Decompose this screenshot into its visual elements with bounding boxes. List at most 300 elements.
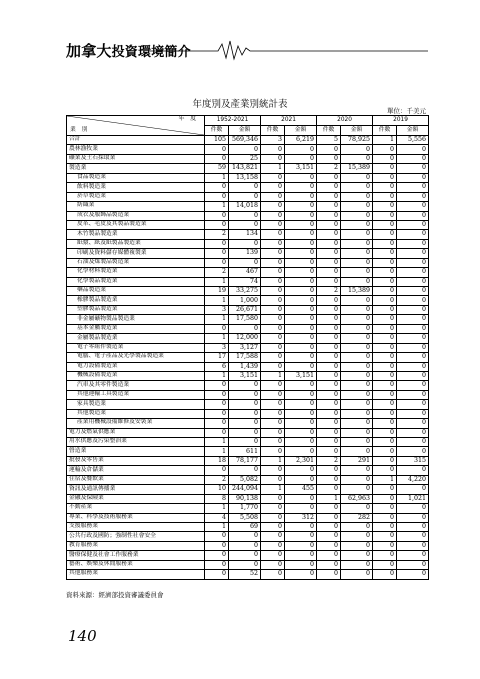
amount-header: 金額	[229, 126, 261, 136]
amount-cell: 0	[397, 343, 429, 352]
count-cell: 1	[205, 504, 229, 513]
amount-cell: 0	[285, 522, 317, 531]
count-cell: 0	[261, 362, 285, 371]
count-header: 件數	[317, 126, 341, 136]
count-cell: 1	[317, 494, 341, 503]
amount-cell: 0	[397, 353, 429, 362]
count-cell: 2	[205, 268, 229, 277]
table-row	[67, 164, 429, 173]
table-row	[67, 239, 429, 248]
amount-cell: 0	[397, 211, 429, 220]
industry-label: 醫療保健及社會工作服務業	[67, 551, 205, 560]
amount-cell: 3,151	[285, 164, 317, 173]
year-header: 2019	[373, 116, 429, 126]
count-cell: 0	[261, 570, 285, 579]
amount-cell: 0	[341, 419, 373, 428]
amount-cell: 455	[285, 485, 317, 494]
count-cell: 1	[205, 447, 229, 456]
amount-cell: 0	[341, 305, 373, 314]
amount-cell: 0	[285, 324, 317, 333]
count-cell: 0	[261, 239, 285, 248]
count-cell: 0	[261, 296, 285, 305]
industry-label: 化學材料製造業	[67, 268, 205, 277]
count-cell: 0	[205, 239, 229, 248]
amount-cell: 0	[341, 145, 373, 154]
industry-label: 機械設備製造業	[67, 371, 205, 380]
amount-cell: 0	[229, 400, 261, 409]
count-cell: 0	[373, 447, 397, 456]
amount-cell: 5,556	[397, 136, 429, 145]
count-cell: 2	[205, 230, 229, 239]
industry-label: 木竹製品製造業	[67, 230, 205, 239]
count-cell: 0	[317, 400, 341, 409]
amount-cell: 4,220	[397, 475, 429, 484]
amount-cell: 0	[285, 428, 317, 437]
count-cell: 0	[261, 428, 285, 437]
count-cell: 10	[205, 485, 229, 494]
table-row	[67, 220, 429, 229]
count-cell: 0	[317, 249, 341, 258]
count-cell: 17	[205, 353, 229, 362]
count-cell: 8	[205, 494, 229, 503]
count-cell: 0	[205, 183, 229, 192]
amount-cell: 0	[341, 475, 373, 484]
amount-cell: 0	[285, 277, 317, 286]
table-row	[67, 570, 429, 579]
industry-label: 教育服務業	[67, 541, 205, 550]
count-cell: 0	[261, 504, 285, 513]
amount-cell: 244,094	[229, 485, 261, 494]
count-cell: 0	[373, 239, 397, 248]
amount-cell: 0	[341, 532, 373, 541]
amount-header: 金額	[285, 126, 317, 136]
count-cell: 0	[317, 192, 341, 201]
count-cell: 0	[261, 541, 285, 550]
amount-cell: 0	[397, 154, 429, 163]
count-cell: 1	[261, 371, 285, 380]
amount-cell: 0	[341, 154, 373, 163]
industry-label: 電力及燃氣供應業	[67, 428, 205, 437]
count-cell: 0	[373, 268, 397, 277]
count-cell: 0	[317, 173, 341, 182]
count-cell: 0	[317, 324, 341, 333]
amount-cell: 0	[341, 438, 373, 447]
amount-cell: 0	[229, 466, 261, 475]
industry-label: 公共行政及國防；強制性社會安全	[67, 532, 205, 541]
amount-cell: 0	[285, 230, 317, 239]
page-number: 140	[68, 627, 97, 645]
industry-label: 運輸及倉儲業	[67, 466, 205, 475]
table-row	[67, 532, 429, 541]
industry-label: 藥品製造業	[67, 287, 205, 296]
count-cell: 0	[373, 277, 397, 286]
table-row	[67, 390, 429, 399]
table-row	[67, 145, 429, 154]
industry-label: 資訊及通訊傳播業	[67, 485, 205, 494]
amount-cell: 0	[397, 249, 429, 258]
count-cell: 0	[373, 173, 397, 182]
table-row	[67, 513, 429, 522]
amount-cell: 0	[285, 551, 317, 560]
count-cell: 0	[205, 466, 229, 475]
count-cell: 0	[373, 343, 397, 352]
count-cell: 0	[261, 390, 285, 399]
table-row	[67, 541, 429, 550]
count-cell: 2	[317, 287, 341, 296]
amount-cell: 0	[397, 504, 429, 513]
count-cell: 0	[205, 258, 229, 267]
count-cell: 0	[373, 353, 397, 362]
count-cell: 1	[205, 522, 229, 531]
amount-cell: 0	[285, 409, 317, 418]
amount-cell: 0	[285, 315, 317, 324]
amount-cell: 0	[229, 409, 261, 418]
count-cell: 0	[373, 324, 397, 333]
amount-cell: 1,021	[397, 494, 429, 503]
source-note: 資料來源：經濟部投資審議委員會	[66, 591, 164, 599]
amount-cell: 0	[285, 258, 317, 267]
table-row	[67, 173, 429, 182]
amount-cell: 2,301	[285, 456, 317, 465]
count-cell: 0	[261, 258, 285, 267]
count-cell: 0	[373, 145, 397, 154]
count-cell: 0	[205, 541, 229, 550]
count-cell: 0	[373, 570, 397, 579]
count-cell: 0	[373, 305, 397, 314]
amount-cell: 0	[285, 560, 317, 569]
amount-cell: 0	[397, 183, 429, 192]
amount-cell: 0	[341, 220, 373, 229]
count-cell: 0	[261, 277, 285, 286]
amount-cell: 0	[397, 287, 429, 296]
table-row	[67, 447, 429, 456]
count-cell: 0	[317, 504, 341, 513]
header-wave-line	[0, 38, 480, 62]
amount-cell: 13,158	[229, 173, 261, 182]
amount-cell: 0	[285, 268, 317, 277]
industry-label: 藝術、娛樂及休閒服務業	[67, 560, 205, 569]
amount-cell: 0	[397, 202, 429, 211]
count-cell: 3	[205, 305, 229, 314]
amount-cell: 291	[341, 456, 373, 465]
amount-cell: 0	[341, 296, 373, 305]
count-cell: 0	[317, 428, 341, 437]
year-header: 1952-2021	[205, 116, 261, 126]
count-cell: 0	[261, 268, 285, 277]
amount-cell: 0	[341, 315, 373, 324]
amount-cell: 0	[397, 390, 429, 399]
industry-label: 支援服務業	[67, 522, 205, 531]
amount-cell: 0	[341, 466, 373, 475]
amount-cell: 0	[341, 183, 373, 192]
amount-cell: 0	[397, 419, 429, 428]
amount-cell: 3,151	[229, 371, 261, 380]
amount-cell: 1,000	[229, 296, 261, 305]
count-cell: 0	[317, 239, 341, 248]
amount-cell: 0	[341, 277, 373, 286]
count-cell: 0	[317, 475, 341, 484]
amount-cell: 0	[341, 541, 373, 550]
amount-cell: 0	[285, 475, 317, 484]
amount-cell: 0	[285, 305, 317, 314]
count-cell: 0	[261, 183, 285, 192]
count-cell: 0	[261, 494, 285, 503]
amount-cell: 0	[285, 334, 317, 343]
count-cell: 0	[373, 315, 397, 324]
count-cell: 0	[205, 154, 229, 163]
count-cell: 0	[317, 532, 341, 541]
count-cell: 2	[317, 164, 341, 173]
amount-cell: 69	[229, 522, 261, 531]
amount-cell: 0	[285, 173, 317, 182]
count-cell: 0	[261, 220, 285, 229]
amount-cell: 0	[285, 494, 317, 503]
count-header: 件數	[205, 126, 229, 136]
amount-cell: 0	[341, 324, 373, 333]
amount-cell: 12,000	[229, 334, 261, 343]
count-cell: 0	[261, 192, 285, 201]
count-cell: 1	[205, 371, 229, 380]
industry-label: 橡膠製品製造業	[67, 296, 205, 305]
amount-cell: 0	[397, 296, 429, 305]
table-row	[67, 268, 429, 277]
amount-cell: 0	[341, 522, 373, 531]
count-cell: 0	[373, 428, 397, 437]
count-cell: 0	[261, 287, 285, 296]
table-row	[67, 419, 429, 428]
amount-cell: 0	[285, 353, 317, 362]
amount-cell: 0	[341, 551, 373, 560]
amount-cell: 0	[285, 239, 317, 248]
count-cell: 0	[317, 409, 341, 418]
count-cell: 0	[373, 296, 397, 305]
table-row	[67, 343, 429, 352]
amount-cell: 0	[285, 145, 317, 154]
count-cell: 0	[373, 381, 397, 390]
amount-cell: 0	[397, 192, 429, 201]
table-row	[67, 136, 429, 145]
count-cell: 0	[373, 485, 397, 494]
industry-label: 住宿及餐飲業	[67, 475, 205, 484]
count-cell: 0	[261, 447, 285, 456]
table-row	[67, 438, 429, 447]
count-cell: 0	[205, 400, 229, 409]
amount-cell: 17,580	[229, 315, 261, 324]
industry-label: 基本金屬製造業	[67, 324, 205, 333]
amount-cell: 0	[341, 390, 373, 399]
table-row	[67, 494, 429, 503]
industry-label: 其他服務業	[67, 570, 205, 579]
industry-label: 飲料製造業	[67, 183, 205, 192]
count-cell: 0	[317, 277, 341, 286]
amount-cell: 15,389	[341, 287, 373, 296]
table-row	[67, 334, 429, 343]
unit-label: 單位：千美元	[387, 107, 426, 115]
amount-cell: 0	[397, 239, 429, 248]
amount-cell: 0	[341, 409, 373, 418]
industry-label: 批發及零售業	[67, 456, 205, 465]
count-cell: 0	[373, 230, 397, 239]
count-cell: 0	[373, 258, 397, 267]
count-cell: 0	[373, 532, 397, 541]
amount-cell: 0	[397, 220, 429, 229]
header-row-years	[67, 116, 429, 126]
count-cell: 0	[261, 560, 285, 569]
header-title-country: 加拿大	[66, 42, 112, 60]
corner-industry-label: 業 別	[70, 127, 88, 134]
count-cell: 0	[317, 466, 341, 475]
count-cell: 0	[205, 192, 229, 201]
count-cell: 0	[261, 551, 285, 560]
amount-cell: 0	[397, 324, 429, 333]
amount-cell: 0	[285, 183, 317, 192]
table-title: 年度別及產業別統計表	[192, 99, 288, 110]
industry-label: 其他製造業	[67, 409, 205, 418]
amount-cell: 0	[397, 570, 429, 579]
corner-cell	[67, 116, 205, 136]
count-cell: 0	[317, 381, 341, 390]
table-row	[67, 400, 429, 409]
table-row	[67, 183, 429, 192]
count-cell: 0	[317, 438, 341, 447]
amount-cell: 0	[397, 371, 429, 380]
table-row	[67, 249, 429, 258]
industry-label: 農林漁牧業	[67, 145, 205, 154]
amount-cell: 0	[229, 551, 261, 560]
amount-cell: 0	[397, 400, 429, 409]
count-cell: 0	[317, 220, 341, 229]
count-cell: 0	[317, 154, 341, 163]
industry-label: 皮革、毛皮及其製品製造業	[67, 220, 205, 229]
table-row	[67, 277, 429, 286]
table-row	[67, 230, 429, 239]
amount-cell: 17,588	[229, 353, 261, 362]
count-cell: 0	[261, 438, 285, 447]
industry-label: 家具製造業	[67, 400, 205, 409]
table-row	[67, 466, 429, 475]
amount-cell: 0	[397, 447, 429, 456]
count-cell: 0	[205, 211, 229, 220]
table-row	[67, 211, 429, 220]
count-cell: 1	[261, 456, 285, 465]
industry-label: 不動產業	[67, 504, 205, 513]
amount-header: 金額	[341, 126, 373, 136]
statistics-table	[66, 115, 429, 580]
table-row	[67, 560, 429, 569]
amount-cell: 0	[397, 541, 429, 550]
amount-cell: 0	[397, 277, 429, 286]
count-header: 件數	[261, 126, 285, 136]
count-cell: 0	[373, 183, 397, 192]
amount-cell: 0	[229, 183, 261, 192]
amount-cell: 0	[341, 400, 373, 409]
table-body	[67, 116, 429, 580]
count-cell: 0	[205, 551, 229, 560]
amount-cell: 0	[341, 504, 373, 513]
count-cell: 0	[317, 305, 341, 314]
amount-cell: 0	[341, 428, 373, 437]
industry-label: 金融及保險業	[67, 494, 205, 503]
count-cell: 0	[261, 513, 285, 522]
industry-label: 食品製造業	[67, 173, 205, 182]
count-cell: 0	[261, 334, 285, 343]
amount-cell: 90,138	[229, 494, 261, 503]
industry-label: 其他運輸工具製造業	[67, 390, 205, 399]
corner-year-label: 年 度	[178, 116, 196, 122]
amount-cell: 0	[397, 164, 429, 173]
amount-cell: 0	[285, 192, 317, 201]
count-cell: 0	[205, 419, 229, 428]
amount-cell: 0	[397, 551, 429, 560]
amount-cell: 0	[229, 192, 261, 201]
amount-cell: 25	[229, 154, 261, 163]
amount-cell: 0	[341, 485, 373, 494]
amount-cell: 0	[341, 258, 373, 267]
amount-cell: 0	[229, 145, 261, 154]
table-row	[67, 305, 429, 314]
amount-cell: 0	[229, 239, 261, 248]
amount-cell: 0	[397, 362, 429, 371]
amount-cell: 0	[341, 334, 373, 343]
count-cell: 3	[205, 343, 229, 352]
count-cell: 0	[373, 362, 397, 371]
count-cell: 0	[373, 456, 397, 465]
count-cell: 0	[261, 154, 285, 163]
amount-cell: 0	[341, 381, 373, 390]
amount-cell: 0	[285, 381, 317, 390]
count-cell: 0	[317, 541, 341, 550]
count-cell: 0	[373, 371, 397, 380]
count-cell: 0	[373, 409, 397, 418]
count-cell: 0	[373, 551, 397, 560]
amount-cell: 78,177	[229, 456, 261, 465]
amount-cell: 0	[285, 504, 317, 513]
count-cell: 0	[317, 343, 341, 352]
amount-cell: 0	[397, 315, 429, 324]
amount-cell: 0	[397, 230, 429, 239]
year-header: 2021	[261, 116, 317, 126]
count-cell: 0	[261, 305, 285, 314]
count-cell: 0	[373, 504, 397, 513]
amount-cell: 0	[285, 211, 317, 220]
amount-cell: 0	[285, 419, 317, 428]
amount-cell: 3,151	[285, 371, 317, 380]
industry-label: 菸草製造業	[67, 192, 205, 201]
count-cell: 0	[373, 400, 397, 409]
amount-cell: 0	[397, 485, 429, 494]
amount-cell: 0	[341, 371, 373, 380]
amount-cell: 0	[397, 381, 429, 390]
count-cell: 0	[261, 353, 285, 362]
count-cell: 0	[373, 287, 397, 296]
industry-label: 專業、科學及技術服務業	[67, 513, 205, 522]
count-cell: 0	[261, 522, 285, 531]
count-cell: 1	[205, 438, 229, 447]
count-cell: 0	[317, 447, 341, 456]
amount-cell: 0	[285, 287, 317, 296]
table-row	[67, 154, 429, 163]
count-cell: 0	[317, 258, 341, 267]
amount-cell: 0	[341, 192, 373, 201]
amount-cell: 3,127	[229, 343, 261, 352]
count-cell: 0	[205, 409, 229, 418]
amount-cell: 0	[229, 381, 261, 390]
industry-label: 產業用機械設備維修及安裝業	[67, 419, 205, 428]
amount-cell: 0	[341, 560, 373, 569]
amount-cell: 0	[341, 230, 373, 239]
table-row	[67, 287, 429, 296]
count-cell: 5	[317, 136, 341, 145]
